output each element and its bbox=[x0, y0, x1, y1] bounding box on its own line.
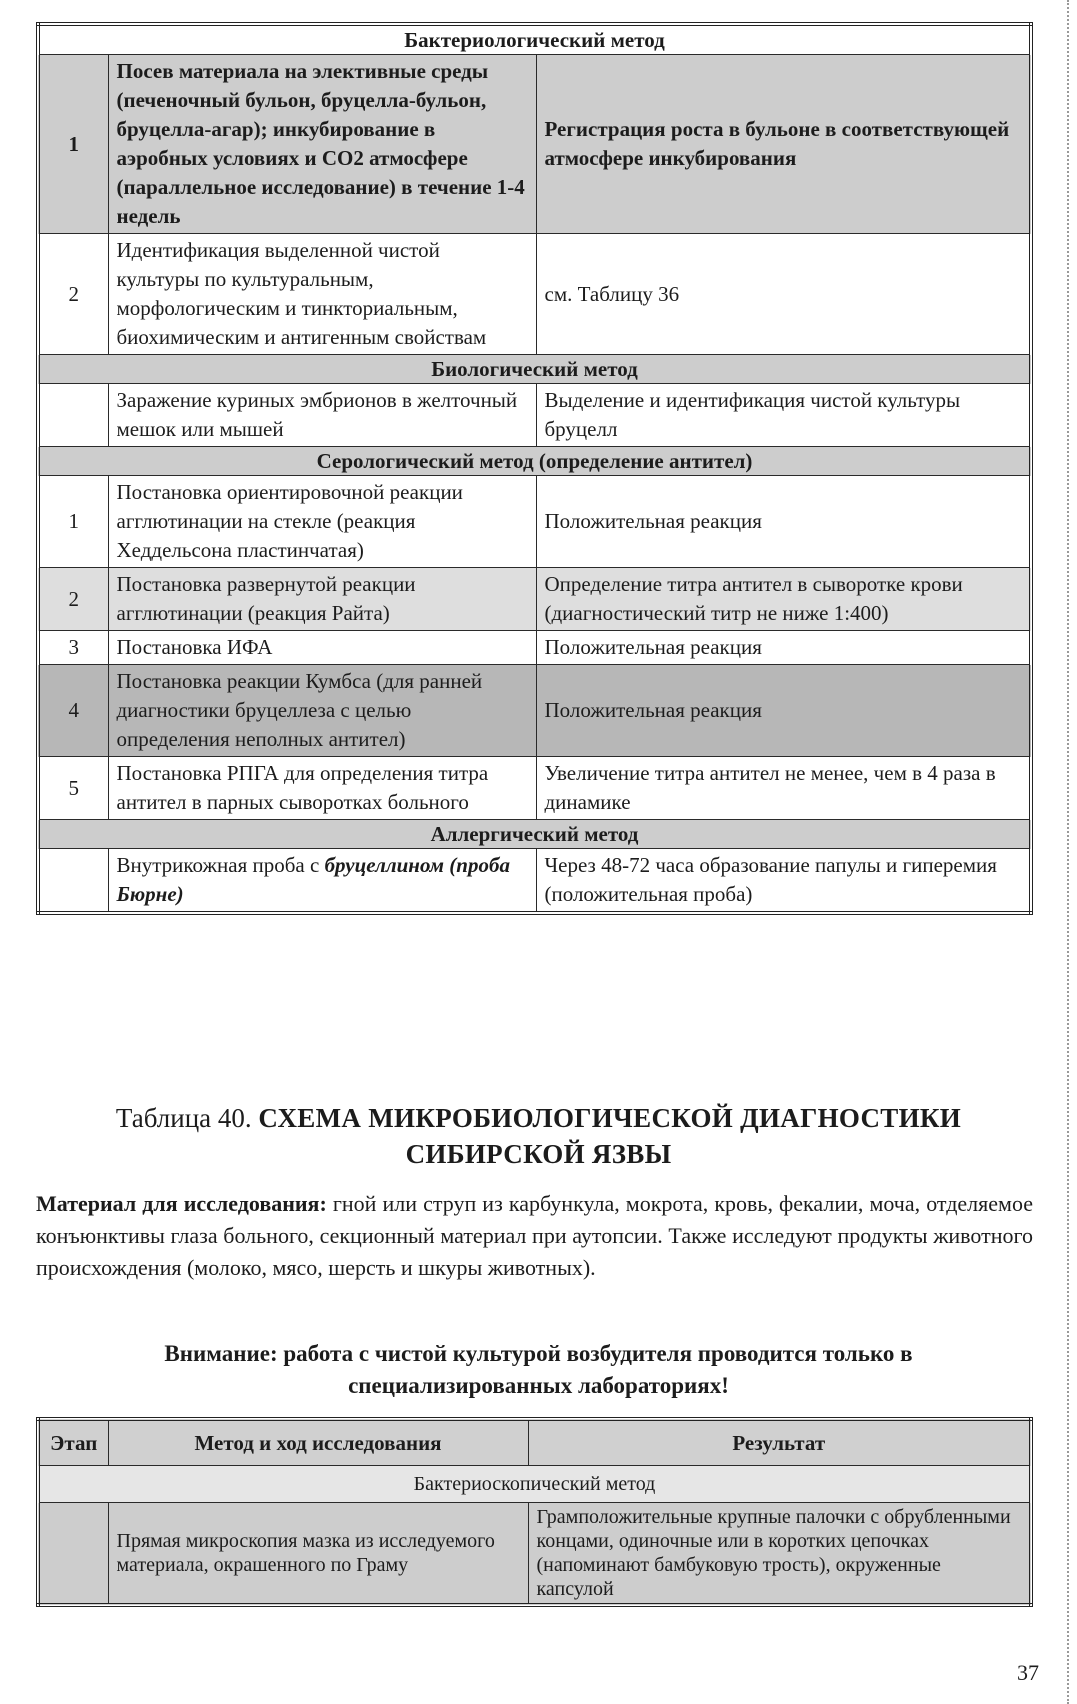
table-row bbox=[38, 757, 1031, 820]
result-cell: Определение титра антител в сыворотке крови (диагностический титр не ниже 1:400) bbox=[536, 568, 1031, 631]
result-cell: Увеличение титра антител не менее, чем в 4 раза в динамике bbox=[536, 757, 1031, 820]
column-header-method: Метод и ход исследования bbox=[108, 1419, 528, 1466]
method-cell: Постановка реакции Кумбса (для ранней диагностики бруцеллеза с целью определения неполных антител) bbox=[108, 665, 536, 757]
row-number: 4 bbox=[38, 665, 108, 757]
anthrax-diagnostics-table bbox=[36, 1417, 1033, 1607]
method-cell: Постановка ориентировочной реакции агглютинации на стекле (реакция Хеддельсона пластинчатая) bbox=[108, 476, 536, 568]
table-row bbox=[38, 476, 1031, 568]
table-row bbox=[38, 55, 1031, 234]
row-number: 5 bbox=[38, 757, 108, 820]
caption-prefix: Таблица 40. bbox=[115, 1103, 252, 1133]
result-cell: Положительная реакция bbox=[536, 476, 1031, 568]
section-title: Бактериологический метод bbox=[38, 24, 1031, 55]
section-header-row bbox=[38, 820, 1031, 849]
method-prefix: Внутрикожная проба с bbox=[116, 853, 325, 877]
page-number: 37 bbox=[1017, 1660, 1039, 1685]
header-row bbox=[38, 1419, 1031, 1466]
section-title: Серологический метод (определение антител) bbox=[38, 447, 1031, 476]
result-cell: Через 48-72 часа образование папулы и гиперемия (положительная проба) bbox=[536, 849, 1031, 914]
table-row bbox=[38, 1503, 1031, 1606]
row-number: 3 bbox=[38, 631, 108, 665]
section-header-row bbox=[38, 1466, 1031, 1503]
method-cell: Постановка РПГА для определения титра антител в парных сыворотках больного bbox=[108, 757, 536, 820]
row-number: 2 bbox=[38, 234, 108, 355]
row-number: 1 bbox=[38, 476, 108, 568]
table-row bbox=[38, 568, 1031, 631]
method-cell: Постановка развернутой реакции агглютинации (реакция Райта) bbox=[108, 568, 536, 631]
result-cell: см. Таблицу 36 bbox=[536, 234, 1031, 355]
row-number bbox=[38, 1503, 108, 1606]
row-number: 1 bbox=[38, 55, 108, 234]
table-row bbox=[38, 234, 1031, 355]
column-header-stage: Этап bbox=[38, 1419, 108, 1466]
column-header-result: Результат bbox=[528, 1419, 1031, 1466]
table-row bbox=[38, 631, 1031, 665]
section-title: Биологический метод bbox=[38, 355, 1031, 384]
section-title: Аллергический метод bbox=[38, 820, 1031, 849]
method-cell: Постановка ИФА bbox=[108, 631, 536, 665]
brucellosis-diagnostics-table bbox=[36, 22, 1033, 915]
table-caption bbox=[60, 1100, 1017, 1172]
material-paragraph bbox=[36, 1188, 1033, 1284]
attention-notice: Внимание: работа с чистой культурой возбудителя проводится только в специализированных лабораториях! bbox=[164, 1341, 913, 1398]
section-header-row bbox=[38, 24, 1031, 55]
result-cell: Выделение и идентификация чистой культуры бруцелл bbox=[536, 384, 1031, 447]
method-cell: Заражение куриных эмбрионов в желточный мешок или мышей bbox=[108, 384, 536, 447]
section-header-row bbox=[38, 447, 1031, 476]
result-cell: Положительная реакция bbox=[536, 665, 1031, 757]
material-text: гной или струп из карбункула, мокрота, кровь, фекалии, моча, отделяемое конъюнктивы глаза больного, секционный материал при аутопсии. Также исследуют продукты животного происхождения (молоко, мясо, шерсть и шкуры животных). bbox=[36, 1191, 1034, 1280]
page-edge-divider bbox=[1067, 0, 1069, 1704]
section-header-row bbox=[38, 355, 1031, 384]
table-row bbox=[38, 849, 1031, 914]
row-number bbox=[38, 849, 108, 914]
method-cell: Идентификация выделенной чистой культуры по культуральным, морфологическим и тинкториальным, биохимическим и антигенным свойствам bbox=[108, 234, 536, 355]
table-row bbox=[38, 384, 1031, 447]
material-label: Материал для исследования: bbox=[36, 1191, 327, 1216]
result-cell: Регистрация роста в бульоне в соответствующей атмосфере инкубирования bbox=[536, 55, 1031, 234]
section-title: Бактериоскопический метод bbox=[38, 1466, 1031, 1503]
result-cell: Положительная реакция bbox=[536, 631, 1031, 665]
table-row bbox=[38, 665, 1031, 757]
method-cell bbox=[108, 849, 536, 914]
method-cell: Посев материала на элективные среды (печеночный бульон, бруцелла-бульон, бруцелла-агар); инкубирование в аэробных условиях и СО2 атмосфере (параллельное исследование) в течение 1-4 недель bbox=[108, 55, 536, 234]
method-emphasis: бруцеллином (проба Бюрне) bbox=[116, 853, 510, 906]
row-number bbox=[38, 384, 108, 447]
row-number: 2 bbox=[38, 568, 108, 631]
method-cell: Прямая микроскопия мазка из исследуемого материала, окрашенного по Граму bbox=[108, 1503, 528, 1606]
caption-title: СХЕМА МИКРОБИОЛОГИЧЕСКОЙ ДИАГНОСТИКИ СИБИРСКОЙ ЯЗВЫ bbox=[258, 1103, 962, 1169]
result-cell: Грамположительные крупные палочки с обрубленными концами, одиночные или в коротких цепочках (напоминают бамбуковую трость), окруженные капсулой bbox=[528, 1503, 1031, 1606]
